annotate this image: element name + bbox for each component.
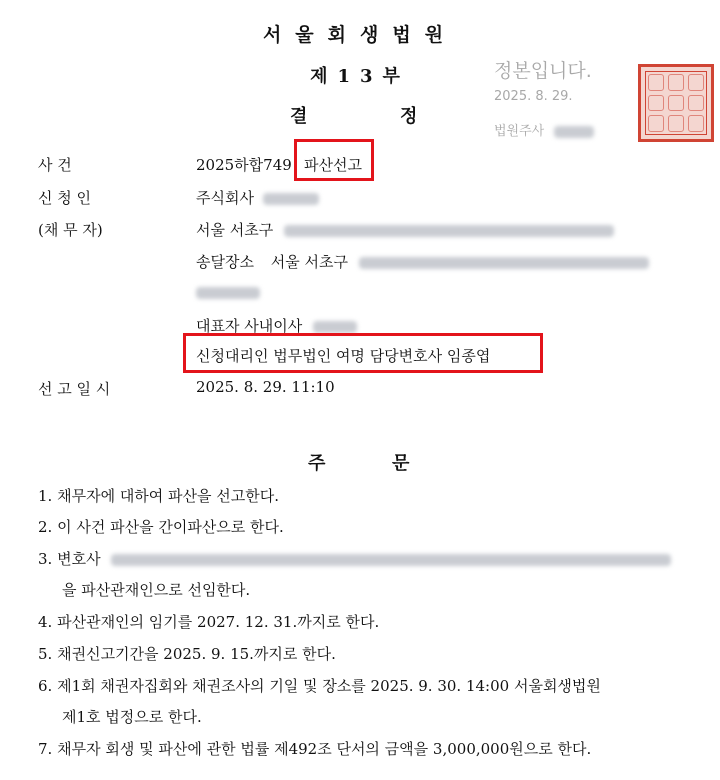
order-item (38, 738, 591, 759)
order-item-text: 이 사건 파산을 간이파산으로 한다. (57, 518, 284, 536)
address-prefix: 서울 서초구 (196, 221, 274, 239)
order-item (38, 548, 671, 569)
debtor-label: (채 무 자) (38, 221, 103, 239)
order-item-text: 채무자에 대하여 파산을 선고한다. (57, 487, 280, 505)
debtor-address (196, 219, 614, 240)
document-type-char: 정 (400, 106, 418, 127)
order-item-number: 6. (38, 677, 53, 695)
order-heading-char: 주 (308, 453, 326, 474)
case-number: 2025하합749 (196, 156, 292, 174)
order-item-text: 파산관재인의 임기를 2027. 12. 31.까지로 한다. (57, 613, 380, 631)
case-name: 파산선고 (304, 156, 362, 174)
order-item (38, 675, 601, 696)
service-address (196, 251, 649, 272)
service-prefix: 서울 서초구 (270, 253, 348, 271)
declaration-label: 선 고 일 시 (38, 380, 111, 398)
order-item-number: 4. (38, 613, 53, 631)
representative-label: 대표자 사내이사 (196, 317, 303, 335)
redacted-service-address (359, 257, 649, 269)
redacted-address (284, 225, 614, 237)
service-address-continued (196, 283, 260, 301)
certified-copy-text: 정본입니다. (494, 60, 592, 82)
division: 제13부 (310, 66, 410, 87)
order-item-text: 변호사 (57, 550, 101, 568)
applicant-prefix: 주식회사 (196, 189, 254, 207)
case-label: 사 건 (38, 156, 72, 174)
clerk-title-label: 법원주사 (494, 124, 545, 139)
clerk-title (494, 120, 594, 139)
redacted-trustee-details (111, 554, 671, 566)
order-heading-char: 문 (392, 453, 410, 474)
order-item-number: 7. (38, 740, 53, 758)
order-item (38, 611, 379, 632)
redacted-representative-name (313, 321, 357, 333)
document-type-char: 결 (290, 106, 308, 127)
order-item-continued: 제1호 법정으로 한다. (62, 708, 202, 726)
applicant-label: 신 청 인 (38, 189, 92, 207)
certified-date: 2025. 8. 29. (494, 89, 573, 104)
order-item-number: 2. (38, 518, 53, 536)
order-item-text: 채무자 회생 및 파산에 관한 법률 제492조 단서의 금액을 3,000,000원으로 한다. (57, 740, 592, 758)
applicant-name (196, 187, 319, 208)
service-label: 송달장소 (196, 253, 254, 271)
order-item (38, 485, 279, 506)
order-item-number: 1. (38, 487, 53, 505)
order-item-number: 5. (38, 645, 53, 663)
applicant-agent: 신청대리인 법무법인 여명 담당변호사 임종엽 (196, 347, 491, 365)
declaration-datetime: 2025. 8. 29. 11:10 (196, 378, 335, 396)
order-item-text: 제1회 채권자집회와 채권조사의 기일 및 장소를 2025. 9. 30. 14:00 서울회생법원 (57, 677, 601, 695)
order-item-continued: 을 파산관재인으로 선임한다. (62, 581, 251, 599)
order-item (38, 643, 336, 664)
order-item-number: 3. (38, 550, 53, 568)
order-item (38, 516, 284, 537)
court-seal-icon (638, 64, 714, 142)
redacted-company-name (263, 193, 319, 205)
redacted-clerk-name (554, 126, 594, 138)
redacted-service-address-2 (196, 287, 260, 299)
order-item-text: 채권신고기간을 2025. 9. 15.까지로 한다. (57, 645, 336, 663)
court-name: 서울회생법원 (262, 24, 458, 46)
